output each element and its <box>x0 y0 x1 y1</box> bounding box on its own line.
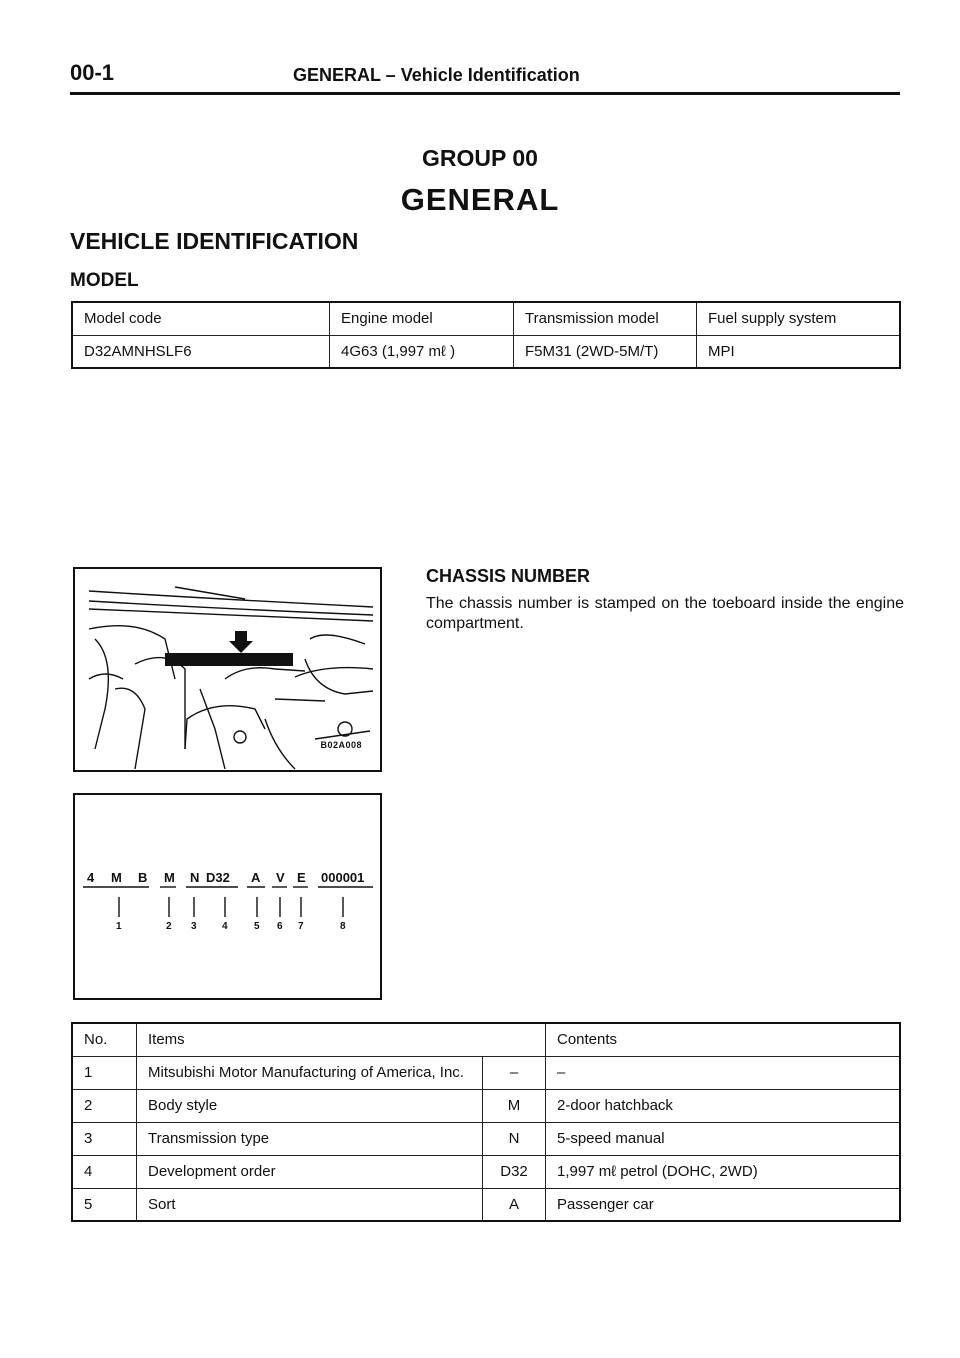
table-header-cell: No. <box>72 1023 137 1056</box>
table-cell: 1 <box>72 1056 137 1089</box>
vehicle-identification-heading: VEHICLE IDENTIFICATION <box>70 228 359 254</box>
vin-position: 6 <box>277 921 283 932</box>
model-table <box>71 301 901 369</box>
table-header-cell: Items <box>137 1023 546 1056</box>
vin-char: A <box>251 870 261 885</box>
table-cell: Transmission type <box>137 1122 483 1155</box>
table-cell: 2-door hatchback <box>546 1089 901 1122</box>
table-cell: D32AMNHSLF6 <box>72 335 330 368</box>
engine-compartment-figure <box>73 567 382 772</box>
chassis-number-location-bar <box>165 653 293 666</box>
table-header-cell: Transmission model <box>514 302 697 335</box>
vin-position: 8 <box>340 921 346 932</box>
table-row <box>72 1089 900 1122</box>
table-header-cell: Model code <box>72 302 330 335</box>
vin-position: 3 <box>191 921 197 932</box>
table-header-row <box>72 1023 900 1056</box>
table-header-cell: Fuel supply system <box>697 302 901 335</box>
table-cell: N <box>483 1122 546 1155</box>
vin-position: 2 <box>166 921 172 932</box>
vin-char: M <box>111 870 122 885</box>
vin-char: 4 <box>87 870 95 885</box>
table-row <box>72 1155 900 1188</box>
vin-position-numbers <box>75 921 380 937</box>
table-row <box>72 1056 900 1089</box>
table-row <box>72 335 900 368</box>
table-cell: Mitsubishi Motor Manufacturing of America, Inc. <box>137 1056 483 1089</box>
table-cell: A <box>483 1188 546 1221</box>
chassis-number-description: The chassis number is stamped on the toeboard inside the engine compartment. <box>426 595 904 632</box>
header-rule <box>70 92 900 95</box>
vin-position: 7 <box>298 921 304 932</box>
table-row <box>72 1188 900 1221</box>
table-header-cell: Engine model <box>330 302 514 335</box>
vin-char: 000001 <box>321 870 365 885</box>
table-cell: Body style <box>137 1089 483 1122</box>
table-cell: 4G63 (1,997 mℓ ) <box>330 335 514 368</box>
vin-char: B <box>138 870 148 885</box>
table-cell: Passenger car <box>546 1188 901 1221</box>
table-cell: 4 <box>72 1155 137 1188</box>
table-cell: F5M31 (2WD-5M/T) <box>514 335 697 368</box>
vin-breakdown-figure <box>73 793 382 1000</box>
table-cell: 5-speed manual <box>546 1122 901 1155</box>
table-cell: 3 <box>72 1122 137 1155</box>
vin-char: E <box>297 870 306 885</box>
page-number: 00-1 <box>70 60 115 85</box>
model-heading: MODEL <box>70 270 139 291</box>
header-title: GENERAL – Vehicle Identification <box>293 65 580 85</box>
vin-position: 5 <box>254 921 260 932</box>
arrow-down-icon <box>229 631 253 653</box>
table-cell: D32 <box>483 1155 546 1188</box>
table-cell: 2 <box>72 1089 137 1122</box>
table-cell: 1,997 mℓ petrol (DOHC, 2WD) <box>546 1155 901 1188</box>
table-cell: Sort <box>137 1188 483 1221</box>
vin-char: N <box>190 870 200 885</box>
table-cell: Development order <box>137 1155 483 1188</box>
table-header-row <box>72 302 900 335</box>
table-cell: – <box>546 1056 901 1089</box>
table-row <box>72 1122 900 1155</box>
chassis-number-heading: CHASSIS NUMBER <box>426 566 591 586</box>
vin-char: M <box>164 870 175 885</box>
group-label: GROUP 00 <box>422 145 538 171</box>
section-title: GENERAL <box>400 182 560 217</box>
vin-char: V <box>276 870 285 885</box>
table-cell: M <box>483 1089 546 1122</box>
vin-position: 1 <box>116 921 122 932</box>
table-cell: MPI <box>697 335 901 368</box>
vin-items-table <box>71 1022 901 1222</box>
vin-char: D32 <box>206 870 230 885</box>
table-cell: 5 <box>72 1188 137 1221</box>
figure-code: B02A008 <box>320 740 362 750</box>
table-header-cell: Contents <box>546 1023 901 1056</box>
table-cell: – <box>483 1056 546 1089</box>
vin-position: 4 <box>222 921 228 932</box>
